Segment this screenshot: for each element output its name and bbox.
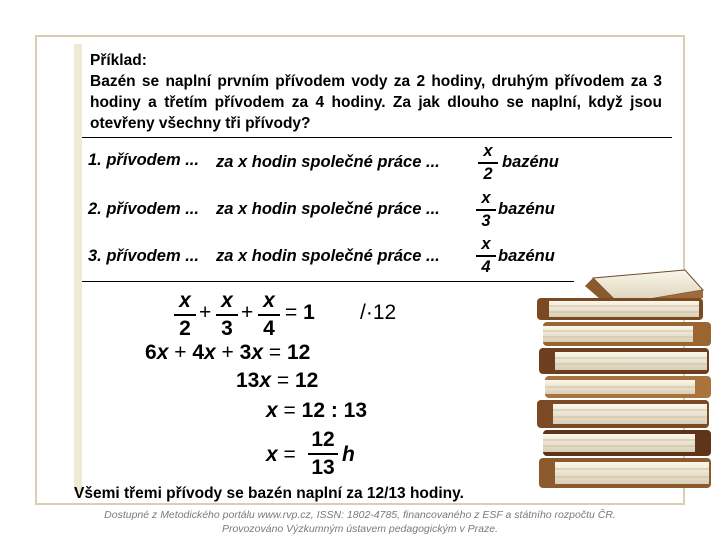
- eq4-equals: =: [283, 399, 296, 422]
- eq2-coef-1: 6: [145, 341, 157, 364]
- problem-text: Bazén se naplní prvním přívodem vody za 2 hodiny, druhým přívodem za 3 hodiny a třetím přívodem za 4 hodiny. Za jak dlouho se naplní, když jsou otevřeny všechny tři přívody?: [90, 73, 662, 132]
- stack-of-books-image: [535, 268, 715, 490]
- eq-fraction-1: [174, 289, 196, 341]
- footer: [0, 508, 720, 536]
- eq2-coef-2: 4: [192, 341, 205, 364]
- row-1-label: 1. přívodem ...: [88, 151, 199, 169]
- row-2-fraction-bar: [476, 209, 496, 211]
- row-1-unit: bazénu: [502, 153, 559, 171]
- row-1-middle: za x hodin společné práce ...: [216, 153, 440, 171]
- eq5-unit: h: [342, 443, 355, 466]
- eq-line-5-left: [266, 443, 296, 467]
- row-3-fraction-bar: [476, 255, 496, 257]
- eq3-coef: 13: [236, 369, 260, 392]
- eq-line-3: [236, 369, 318, 393]
- book-8: [539, 458, 711, 488]
- footer-line-1: Dostupné z Metodického portálu www.rvp.cz, ISSN: 1802-4785, financovaného z ESF a státního rozpočtu ČR.: [104, 509, 616, 521]
- eq5-var: x: [266, 443, 278, 466]
- divider-bottom: [82, 281, 574, 282]
- row-3-middle: za x hodin společné práce ...: [216, 247, 440, 265]
- eq-line-4: [266, 399, 367, 423]
- row-2-numerator: x: [481, 189, 491, 207]
- eq2-op-1: +: [174, 341, 187, 364]
- eq-fraction-2: [216, 289, 238, 341]
- eq2-coef-3: 3: [239, 341, 252, 364]
- eq3-rhs: 12: [295, 369, 319, 392]
- eq-fraction-3-den: 4: [263, 317, 275, 340]
- eq5-fraction: [308, 428, 338, 480]
- row-3-denominator: 4: [481, 257, 491, 276]
- row-3-fraction: [476, 235, 496, 277]
- eq5-denominator: 13: [311, 456, 335, 479]
- row-2-unit: bazénu: [498, 200, 555, 218]
- answer-text: Všemi třemi přívody se bazén naplní za 12/13 hodiny.: [74, 485, 464, 502]
- eq3-equals: =: [276, 369, 290, 392]
- eq5-fraction-bar: [308, 453, 338, 455]
- row-2-denominator: 3: [481, 211, 491, 230]
- eq2-var-3: x: [251, 341, 264, 364]
- left-accent-bar: [74, 44, 82, 492]
- eq-fraction-1-den: 2: [179, 317, 191, 340]
- eq-multiplier-text: /·12: [360, 301, 397, 324]
- book-2: [537, 298, 703, 320]
- eq3-var: x: [259, 369, 272, 392]
- row-3-unit: bazénu: [498, 247, 555, 265]
- eq2-var-2: x: [204, 341, 216, 364]
- eq-equals-1: =: [285, 301, 298, 324]
- divider-top: [82, 137, 672, 138]
- eq2-equals: =: [268, 341, 282, 364]
- eq-fraction-1-bar: [174, 314, 196, 316]
- problem-heading: Příklad:: [90, 52, 147, 69]
- eq-fraction-3: [258, 289, 280, 341]
- eq2-var-1: x: [156, 341, 169, 364]
- eq-fraction-1-num: x: [179, 289, 191, 312]
- row-2-label: 2. přívodem ...: [88, 200, 199, 218]
- row-1-numerator: x: [483, 142, 493, 160]
- row-2-fraction: [476, 189, 496, 231]
- eq-fraction-2-bar: [216, 314, 238, 316]
- eq-multiplier: [360, 301, 396, 325]
- row-3-label: 3. přívodem ...: [88, 247, 199, 265]
- eq-fraction-3-bar: [258, 314, 280, 316]
- book-4: [539, 348, 709, 374]
- eq2-rhs: 12: [286, 341, 311, 364]
- row-3-numerator: x: [481, 235, 491, 253]
- book-5: [545, 376, 711, 398]
- eq-fraction-3-num: x: [263, 289, 275, 312]
- footer-line-2: Provozováno Výzkumným ústavem pedagogickým v Praze.: [221, 523, 499, 535]
- row-1-fraction-bar: [478, 162, 498, 164]
- book-3: [543, 322, 711, 346]
- eq4-rhs: 12 : 13: [301, 399, 368, 422]
- eq-line-2: [145, 341, 310, 365]
- book-7: [543, 430, 711, 456]
- eq5-equals: =: [283, 443, 296, 466]
- row-2-middle: za x hodin společné práce ...: [216, 200, 440, 218]
- eq-rhs-1: 1: [303, 301, 315, 324]
- eq-fraction-2-num: x: [221, 289, 233, 312]
- eq-plus-2: +: [241, 301, 254, 324]
- book-6: [537, 400, 709, 428]
- eq4-var: x: [266, 399, 278, 422]
- eq5-unit-wrap: [342, 443, 355, 467]
- eq5-numerator: 12: [311, 428, 335, 451]
- eq-plus-1: +: [199, 301, 212, 324]
- eq-fraction-2-den: 3: [221, 317, 233, 340]
- row-1-denominator: 2: [483, 164, 493, 183]
- eq2-op-2: +: [221, 341, 234, 364]
- row-1-fraction: [478, 142, 498, 184]
